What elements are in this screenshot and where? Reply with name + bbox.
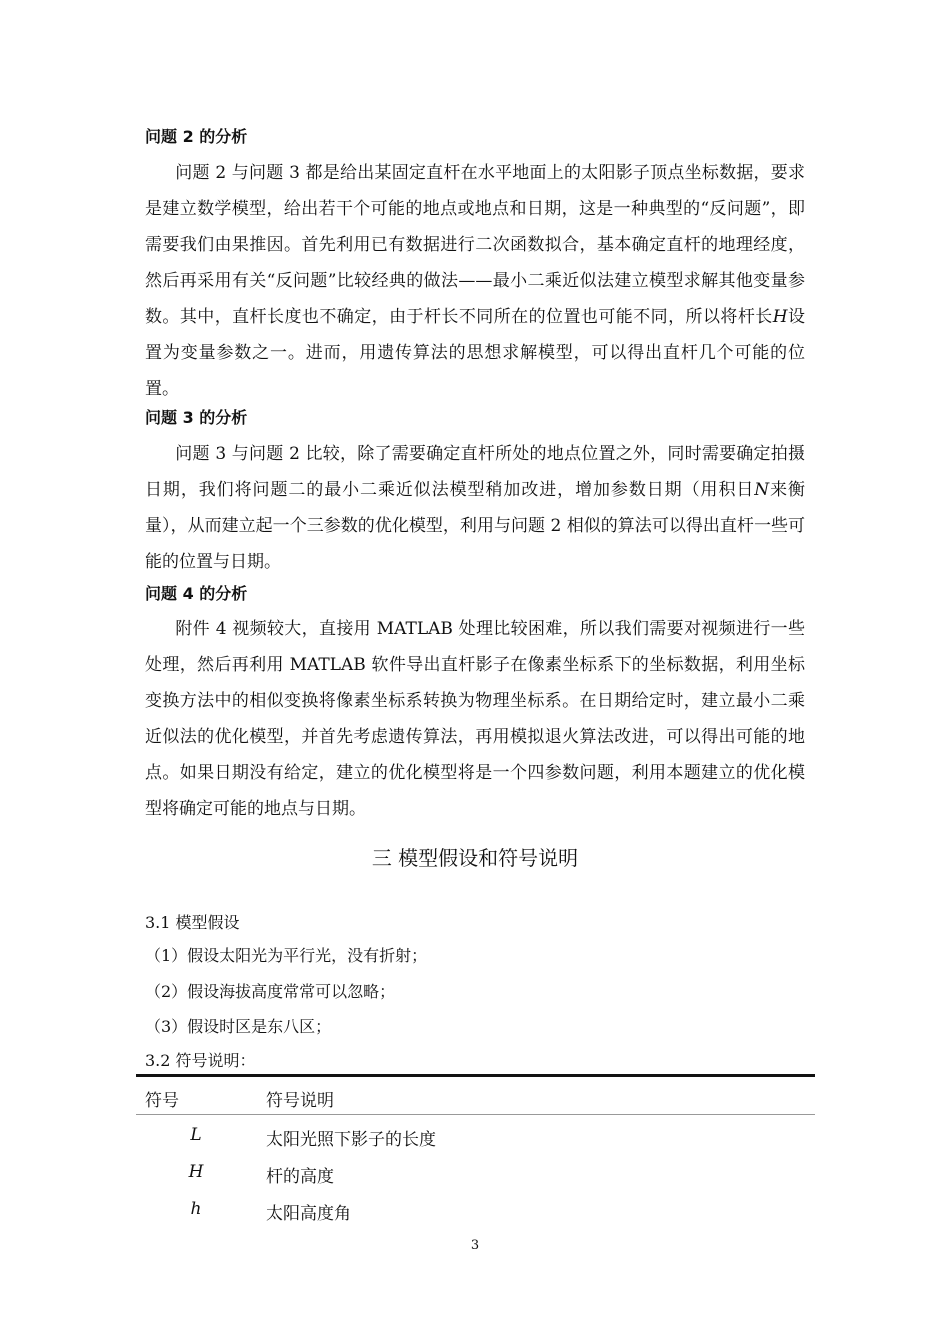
q4-heading: 问题 4 的分析 [145, 584, 248, 603]
q2-text: 问题 2 与问题 3 都是给出某固定直杆在水平地面上的太阳影子顶点坐标数据，要求是建立数学模型，给出若干个可能的地点或地点和日期，这是一种典型的“反问题”，即需要我们由果推因。首先利用已有数据进行二次函数拟合，基本确定直杆的地理经度，然后再采用有关“反问题”比较经典的做法——最小二乘近似法建立模型求解其他变量参数。其中，直杆长度也不确定，由于杆长不同所在的位置也可能不同，所以将杆长𝐻设置为变量参数之一。进而，用遗传算法的思想求解模型，可以得出直杆几个可能的位置。 [145, 163, 805, 399]
q4-text: 附件 4 视频较大，直接用 MATLAB 处理比较困难，所以我们需要对视频进行一些处理，然后再利用 MATLAB 软件导出直杆影子在像素坐标系下的坐标数据，利用坐标变换方法中的相似变换将像素坐标系转换为物理坐标系。在日期给定时，建立最小二乘近似法的优化模型，并首先考虑遗传算法，再用模拟退火算法改进，可以得出可能的地点。如果日期没有给定，建立的优化模型将是一个四参数问题，利用本题建立的优化模型将确定可能的地点与日期。 [145, 619, 805, 819]
table-header-rule [136, 1114, 815, 1115]
assumption-item: （1）假设太阳光为平行光，没有折射； [145, 946, 428, 965]
q3-text: 问题 3 与问题 2 比较，除了需要确定直杆所处的地点位置之外，同时需要确定拍摄日期，我们将问题二的最小二乘近似法模型稍加改进，增加参数日期（用积日𝑁来衡量），从而建立起一个三参数的优化模型，利用与问题 2 相似的算法可以得出直杆一些可能的位置与日期。 [145, 444, 805, 572]
table-row-desc: 杆的高度 [266, 1167, 334, 1187]
table-row-symbol: H [188, 1162, 204, 1182]
table-top-rule [136, 1074, 815, 1077]
assumption-item: （2）假设海拔高度常常可以忽略； [145, 982, 396, 1001]
table-header-symbol: 符号 [145, 1091, 179, 1111]
table-row-desc: 太阳光照下影子的长度 [266, 1130, 436, 1150]
table-row-symbol: L [190, 1125, 202, 1145]
q4-paragraph [145, 611, 805, 827]
page-number: 3 [470, 1238, 480, 1253]
q2-paragraph [145, 155, 805, 407]
assumption-item: （3）假设时区是东八区； [145, 1017, 332, 1036]
q3-paragraph [145, 436, 805, 580]
section-title: 三 模型假设和符号说明 [371, 846, 579, 870]
table-header-desc: 符号说明 [266, 1091, 334, 1111]
q2-heading: 问题 2 的分析 [145, 127, 248, 146]
assumptions-heading: 3.1 模型假设 [145, 913, 240, 932]
table-row-symbol: h [190, 1199, 202, 1219]
table-row-desc: 太阳高度角 [266, 1204, 351, 1224]
symbols-heading: 3.2 符号说明： [145, 1051, 256, 1070]
q3-heading: 问题 3 的分析 [145, 408, 248, 427]
